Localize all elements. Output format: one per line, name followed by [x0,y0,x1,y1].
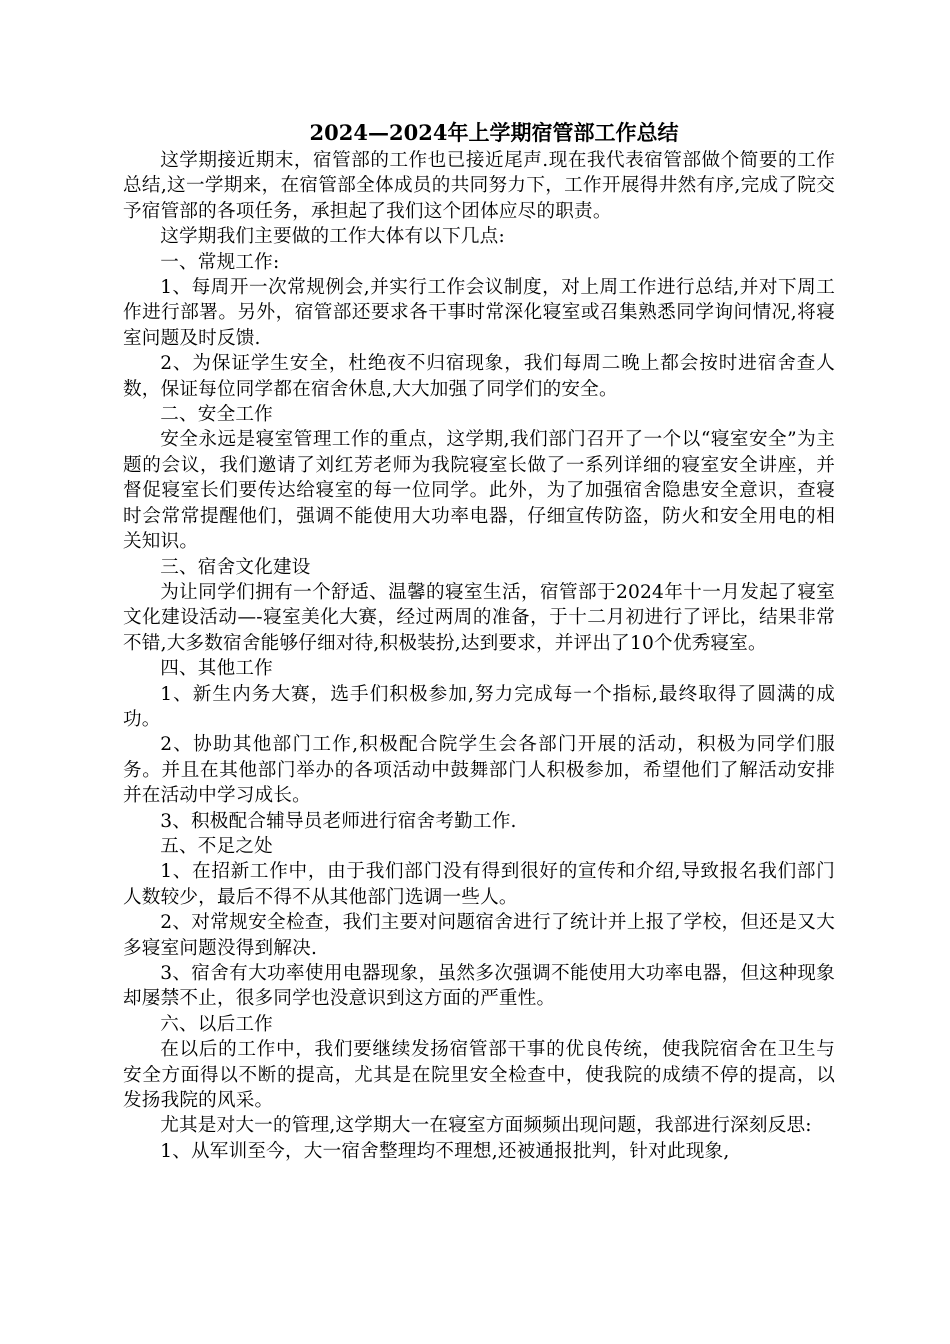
document-body [123,148,835,1164]
paragraph: 尤其是对大一的管理,这学期大一在寝室方面频频出现问题，我部进行深刻反思: [160,1115,812,1137]
section-heading: 五、不足之处 [160,835,273,857]
paragraph: 这学期我们主要做的工作大体有以下几点: [160,226,505,248]
section-heading: 六、以后工作 [160,1013,273,1035]
paragraph: 3、宿舍有大功率使用电器现象，虽然多次强调不能使用大功率电器，但这种现象却屡禁不止，很多同学也没意识到这方面的严重性。 [123,963,835,1010]
paragraph: 2、协助其他部门工作,积极配合院学生会各部门开展的活动，积极为同学们服务。并且在其他部门举办的各项活动中鼓舞部门人积极参加，希望他们了解活动安排并在活动中学习成长。 [123,734,835,807]
paragraph: 1、每周开一次常规例会,并实行工作会议制度，对上周工作进行总结,并对下周工作进行部署。另外，宿管部还要求各干事时常深化寝室或召集熟悉同学询问情况,将寝室问题及时反馈. [123,277,835,349]
paragraph: 1、在招新工作中，由于我们部门没有得到很好的宣传和介绍,导致报名我们部门人数较少，最后不得不从其他部门选调一些人。 [123,861,835,908]
paragraph: 在以后的工作中，我们要继续发扬宿管部干事的优良传统，使我院宿舍在卫生与安全方面得以不断的提高，尤其是在院里安全检查中，使我院的成绩不停的提高，以发扬我院的风采。 [123,1039,835,1112]
paragraph: 1、从军训至今，大一宿舍整理均不理想,还被通报批判，针对此现象, [160,1140,730,1162]
paragraph: 1、新生内务大赛，选手们积极参加,努力完成每一个指标,最终取得了圆满的成功。 [123,683,835,730]
section-heading: 二、安全工作 [160,404,273,426]
paragraph: 2、对常规安全检查，我们主要对问题宿舍进行了统计并上报了学校，但还是又大多寝室问题没得到解决. [123,912,835,959]
section-heading: 四、其他工作 [160,658,273,680]
paragraph: 2、为保证学生安全，杜绝夜不归宿现象，我们每周二晚上都会按时进宿舍查人数，保证每位同学都在宿舍休息,大大加强了同学们的安全。 [123,353,835,400]
section-heading: 三、宿舍文化建设 [160,556,311,578]
document-page [123,118,835,1164]
paragraph: 这学期接近期末，宿管部的工作也已接近尾声.现在我代表宿管部做个简要的工作总结,这一学期来，在宿管部全体成员的共同努力下，工作开展得井然有序,完成了院交予宿管部的各项任务，承担起了我们这个团体应尽的职责。 [123,150,835,222]
paragraph: 3、积极配合辅导员老师进行宿舍考勤工作. [160,810,517,832]
document-title: 2024—2024年上学期宿管部工作总结 [309,120,679,145]
section-heading: 一、常规工作: [160,251,280,273]
paragraph: 安全永远是寝室管理工作的重点，这学期,我们部门召开了一个以“寝室安全”为主题的会议，我们邀请了刘红芳老师为我院寝室长做了一系列详细的寝室安全讲座，并督促寝室长们要传达给寝室的每一位同学。此外，为了加强宿舍隐患安全意识，查寝时会常常提醒他们，强调不能使用大功率电器，仔细宣传防盗，防火和安全用电的相关知识。 [123,429,835,553]
paragraph: 为让同学们拥有一个舒适、温馨的寝室生活，宿管部于2024年十一月发起了寝室文化建设活动—-寝室美化大赛，经过两周的准备，于十二月初进行了评比，结果非常不错,大多数宿舍能够仔细对待,积极装扮,达到要求，并评出了10个优秀寝室。 [123,581,835,654]
